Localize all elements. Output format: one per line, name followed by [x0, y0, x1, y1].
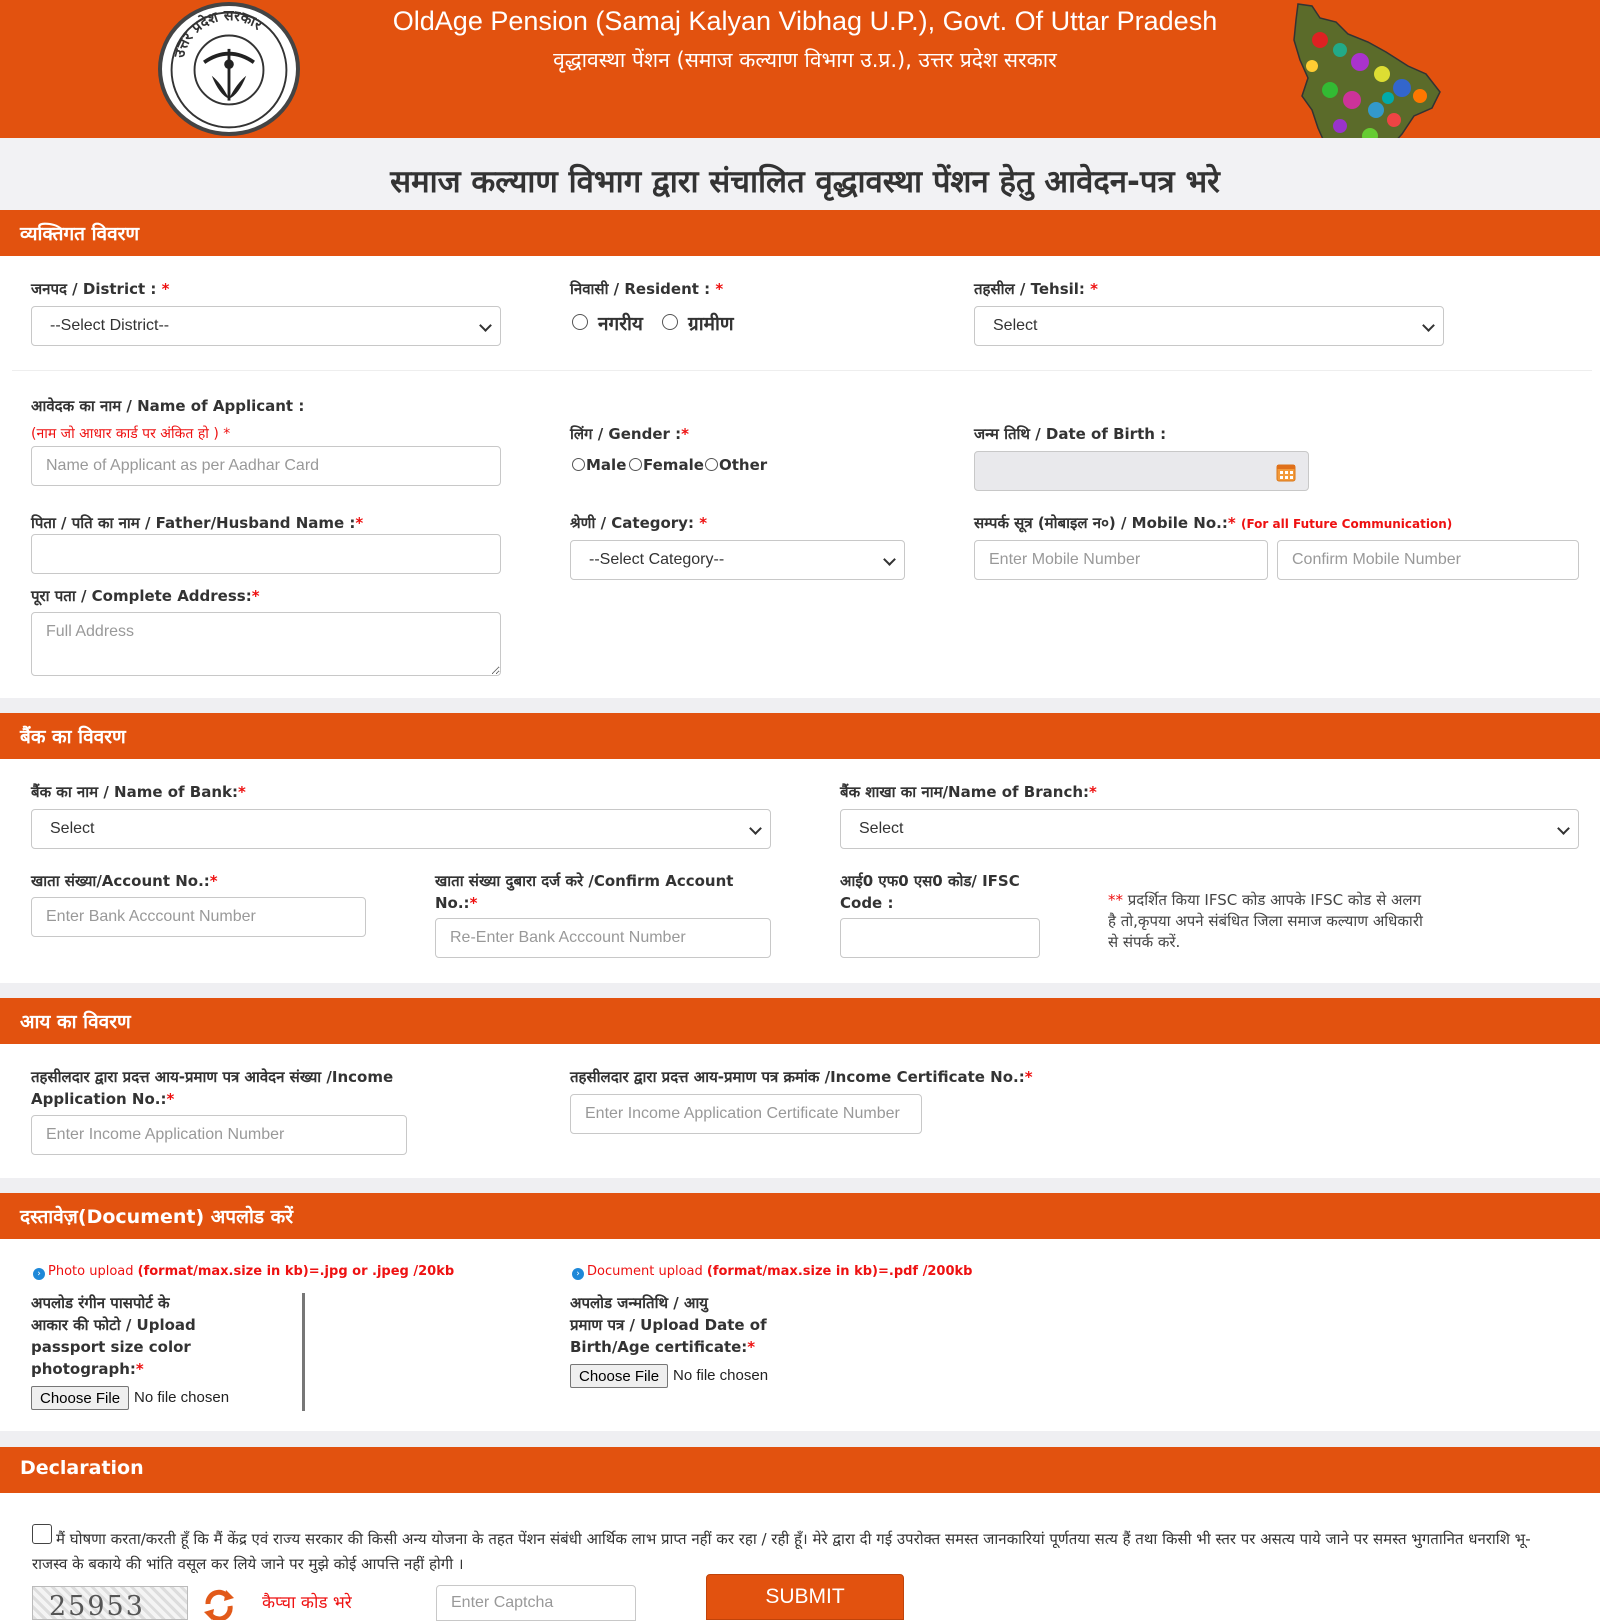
- header-subtitle: वृद्धावस्था पेंशन (समाज कल्याण विभाग उ.प्र.), उत्तर प्रदेश सरकार: [553, 48, 1057, 72]
- gender-female-radio[interactable]: [629, 458, 642, 471]
- documents-heading: दस्तावेज़(Document) अपलोड करें: [0, 1193, 1600, 1239]
- category-select-value: --Select Category--: [589, 551, 725, 568]
- father-name-input[interactable]: [31, 534, 501, 574]
- captcha-input[interactable]: [436, 1585, 636, 1621]
- declaration-text: मैं घोषणा करता/करती हूँ कि मैं केंद्र एवं राज्य सरकार की किसी अन्य योजना के तहत पेंशन संबंधी आर्थिक लाभ प्राप्त नहीं कर रहा / रही हूँ। मेरे द्वारा दी गई उपरोक्त समस्त जानकारियां पूर्णतया सत्य हैं तथा किसी भी स्तर पर असत्य पाये जाने पर समस्त भुगतानित धनराशि भू-राजस्व के बकाये की भांति वसूल कर लिये जाने पर मुझे कोई आपत्ति नहीं होगी ।: [32, 1530, 1531, 1573]
- gender-other-radio[interactable]: [705, 458, 718, 471]
- district-select-value: --Select District--: [50, 317, 170, 334]
- mobile-label: सम्पर्क सूत्र (मोबाइल न०) / Mobile No.:* (For all Future Communication): [974, 514, 1453, 532]
- section-gap: [0, 983, 1600, 999]
- dob-input[interactable]: [974, 451, 1309, 491]
- father-name-label: पिता / पति का नाम / Father/Husband Name :*: [31, 514, 364, 532]
- chevron-down-icon: [749, 822, 762, 835]
- income-certificate-label: तहसीलदार द्वारा प्रदत्त आय-प्रमाण पत्र क्रमांक /Income Certificate No.:*: [570, 1068, 1033, 1086]
- resident-label: निवासी / Resident : *: [570, 280, 724, 298]
- bank-name-select[interactable]: [31, 809, 771, 849]
- personal-details-heading: व्यक्तिगत विवरण: [0, 210, 1600, 256]
- captcha-image: 25953: [32, 1586, 188, 1620]
- chevron-down-icon: [883, 553, 896, 566]
- bank-details-heading: बैंक का विवरण: [0, 713, 1600, 759]
- calendar-icon[interactable]: [1276, 462, 1296, 482]
- info-icon: ›: [33, 1268, 45, 1280]
- district-select[interactable]: [31, 306, 501, 346]
- bank-name-label: बैंक का नाम / Name of Bank:*: [31, 783, 246, 801]
- address-label: पूरा पता / Complete Address:*: [31, 587, 260, 605]
- confirm-account-label: खाता संख्या दुबारा दर्ज करे /Confirm Account No.:*: [435, 872, 734, 912]
- gender-other-label: Other: [719, 456, 768, 474]
- photo-file-status: No file chosen: [134, 1389, 230, 1406]
- tehsil-select-value: Select: [993, 317, 1038, 334]
- confirm-account-input[interactable]: [435, 918, 771, 958]
- applicant-name-label: आवेदक का नाम / Name of Applicant :: [31, 397, 305, 415]
- mobile-input[interactable]: [974, 540, 1268, 580]
- divider: [12, 370, 1592, 371]
- photo-upload-note: Photo upload (format/max.size in kb)=.jpg or .jpeg /20kb: [48, 1264, 455, 1279]
- resident-rural-label: ग्रामीण: [688, 313, 734, 335]
- photo-preview-divider: [302, 1293, 305, 1411]
- dob-certificate-file-status: No file chosen: [673, 1367, 769, 1384]
- bank-name-select-value: Select: [50, 820, 95, 837]
- ifsc-note: ** प्रदर्शित किया IFSC कोड आपके IFSC कोड से अलग है तो,कृपया अपने संबंधित जिला समाज कल्याण अधिकारी से संपर्क करें.: [1108, 891, 1423, 951]
- resident-urban-radio[interactable]: [572, 314, 588, 330]
- up-govt-emblem-icon: [158, 2, 300, 136]
- header-title: OldAge Pension (Samaj Kalyan Vibhag U.P.), Govt. Of Uttar Pradesh: [392, 6, 1218, 36]
- income-details-heading: आय का विवरण: [0, 998, 1600, 1044]
- chevron-down-icon: [479, 319, 492, 332]
- income-application-input[interactable]: [31, 1115, 407, 1155]
- district-label: जनपद / District : *: [31, 280, 170, 298]
- mobile-note: (For all Future Communication): [1240, 517, 1453, 531]
- chevron-down-icon: [1422, 319, 1435, 332]
- address-textarea[interactable]: [31, 612, 501, 676]
- section-gap: [0, 698, 1600, 714]
- chevron-down-icon: [1557, 822, 1570, 835]
- income-application-label: तहसीलदार द्वारा प्रदत्त आय-प्रमाण पत्र आवेदन संख्या /Income Application No.:*: [31, 1068, 394, 1108]
- branch-name-label: बैंक शाखा का नाम/Name of Branch:*: [840, 783, 1097, 801]
- dob-certificate-label: अपलोड जन्मतिथि / आयु प्रमाण पत्र / Upload Date of Birth/Age certificate:*: [570, 1294, 767, 1356]
- ifsc-input[interactable]: [840, 918, 1040, 958]
- branch-name-select-value: Select: [859, 820, 904, 837]
- page-title: समाज कल्याण विभाग द्वारा संचालित वृद्धावस्था पेंशन हेतु आवेदन-पत्र भरे: [390, 164, 1220, 200]
- gender-female-label: Female: [643, 456, 704, 474]
- submit-button[interactable]: SUBMIT: [706, 1574, 904, 1620]
- category-label: श्रेणी / Category: *: [570, 514, 708, 532]
- photo-choose-file-button[interactable]: Choose File: [31, 1386, 129, 1410]
- section-gap: [0, 1431, 1600, 1447]
- tehsil-label: तहसील / Tehsil: *: [974, 280, 1099, 298]
- section-gap: [0, 1178, 1600, 1194]
- emblem-graphic: [162, 6, 296, 132]
- applicant-name-input[interactable]: [31, 446, 501, 486]
- income-certificate-input[interactable]: [570, 1094, 922, 1134]
- up-state-map-icon: [1290, 0, 1450, 160]
- gender-male-label: Male: [586, 456, 627, 474]
- category-select[interactable]: [570, 540, 905, 580]
- resident-rural-radio[interactable]: [662, 314, 678, 330]
- declaration-heading: Declaration: [0, 1447, 1600, 1493]
- ifsc-label: आई0 एफ0 एस0 कोड/ IFSC Code :: [840, 872, 1020, 912]
- dob-certificate-choose-file-button[interactable]: Choose File: [570, 1364, 668, 1388]
- account-number-input[interactable]: [31, 897, 366, 937]
- document-upload-note: Document upload (format/max.size in kb)=.pdf /200kb: [587, 1264, 973, 1279]
- account-number-label: खाता संख्या/Account No.:*: [31, 872, 218, 890]
- gender-male-radio[interactable]: [572, 458, 585, 471]
- resident-urban-label: नगरीय: [598, 313, 643, 335]
- captcha-label: कैप्चा कोड भरे: [262, 1593, 352, 1613]
- info-icon: ›: [572, 1268, 584, 1280]
- photo-upload-label: अपलोड रंगीन पासपोर्ट के आकार की फोटो / Upload passport size color photograph:*: [31, 1294, 196, 1378]
- branch-name-select[interactable]: [840, 809, 1579, 849]
- gender-label: लिंग / Gender :*: [570, 425, 689, 443]
- refresh-captcha-icon[interactable]: [200, 1588, 238, 1620]
- dob-label: जन्म तिथि / Date of Birth :: [974, 425, 1167, 443]
- tehsil-select[interactable]: [974, 306, 1444, 346]
- emblem-text: उत्तर प्रदेश सरकार: [171, 8, 265, 60]
- mobile-confirm-input[interactable]: [1277, 540, 1579, 580]
- applicant-name-note: (नाम जो आधार कार्ड पर अंकित हो ) *: [31, 426, 231, 442]
- page-header: [0, 0, 1600, 138]
